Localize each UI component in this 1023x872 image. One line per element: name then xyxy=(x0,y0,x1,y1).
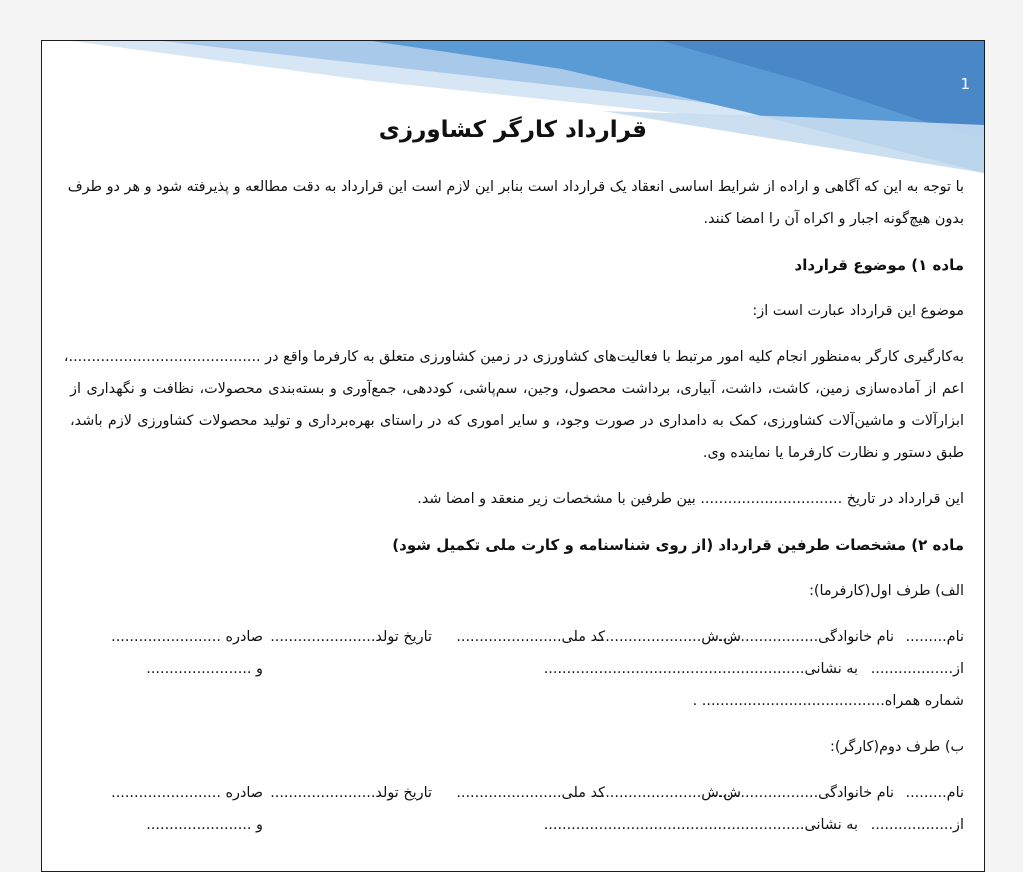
party-b-name-field: نام......... xyxy=(905,785,964,801)
party-a-mobile-field: شماره همراه........................................ . xyxy=(692,693,964,709)
party-a-national-code-field: کد ملی....................... xyxy=(456,629,605,645)
article-1-body-line-2: اعم از آماده‌سازی زمین، کاشت، داشت، آبیاری، برداشت محصول، وجین، سم‌پاشی، کوددهی، جمع‌آوری و بسته‌بندی محصولات، نظافت و نگهداری از xyxy=(70,381,964,397)
party-b-and-field: و ....................... xyxy=(146,817,263,833)
party-a-identity-row xyxy=(70,627,964,647)
article-1-subject-intro: موضوع این قرارداد عبارت است از: xyxy=(752,303,964,319)
party-a-from-field: از.................. xyxy=(870,661,964,677)
party-b-identity-row xyxy=(70,783,964,803)
page-title: قرارداد کارگر کشاورزی xyxy=(378,117,647,143)
party-b-issued-field: صادره ........................ xyxy=(111,785,263,801)
party-a-address-field: به نشانی......................................................... xyxy=(543,661,858,677)
party-b-birthdate-field: تاریخ تولد....................... xyxy=(270,785,432,801)
article-1-heading: ماده ۱) موضوع قرارداد xyxy=(794,256,964,274)
party-a-birthdate-field: تاریخ تولد....................... xyxy=(270,629,432,645)
intro-line-2: بدون هیچ‌گونه اجبار و اکراه آن را امضا کنند. xyxy=(703,211,964,227)
party-a-family-field: نام خانوادگی....................... xyxy=(712,629,894,645)
party-b-national-code-field: کد ملی....................... xyxy=(456,785,605,801)
party-b-address-field: به نشانی......................................................... xyxy=(543,817,858,833)
party-b-from-field: از.................. xyxy=(870,817,964,833)
document-page xyxy=(41,40,985,872)
party-a-issued-field: صادره ........................ xyxy=(111,629,263,645)
intro-line-1: با توجه به این که آگاهی و اراده از شرایط اساسی انعقاد یک قرارداد است بنابر این لازم است این قرارداد به دقت مطالعه و پذیرفته شود و هر دو طرف xyxy=(67,179,964,195)
article-2-heading: ماده ۲) مشخصات طرفین قرارداد (از روی شناسنامه و کارت ملی تکمیل شود) xyxy=(392,536,964,554)
party-a-address-row xyxy=(70,659,964,679)
party-b-address-row xyxy=(70,815,964,835)
party-a-name-field: نام......... xyxy=(905,629,964,645)
party-b-label: ب) طرف دوم(کارگر): xyxy=(830,739,964,755)
article-1-body-line-4: طبق دستور و نظارت کارفرما یا نماینده وی. xyxy=(702,445,964,461)
party-a-and-field: و ....................... xyxy=(146,661,263,677)
header-wave-decoration xyxy=(42,41,984,181)
party-a-mobile-row xyxy=(70,691,964,711)
party-a-label: الف) طرف اول(کارفرما): xyxy=(809,583,964,599)
article-1-body-line-3: ابزارآلات و ماشین‌آلات کشاورزی، کمک به دامداری در صورت وجود، و سایر اموری که در راستای بهره‌برداری و تولید محصولات کشاورزی لازم باشد، xyxy=(70,413,964,429)
party-b-family-field: نام خانوادگی....................... xyxy=(712,785,894,801)
page-number: 1 xyxy=(960,75,970,93)
party-b-id-number-field: ش.ش....................... xyxy=(596,785,741,801)
contract-date-line: این قرارداد در تاریخ ............................... بین طرفین با مشخصات زیر منعقد و امضا شد. xyxy=(417,491,964,507)
article-1-body-line-1: به‌کارگیری کارگر به‌منظور انجام کلیه امور مرتبط با فعالیت‌های کشاورزی در زمین کشاورزی متعلق به کارفرما واقع در ..........................................، xyxy=(63,349,964,365)
party-a-id-number-field: ش.ش....................... xyxy=(596,629,741,645)
